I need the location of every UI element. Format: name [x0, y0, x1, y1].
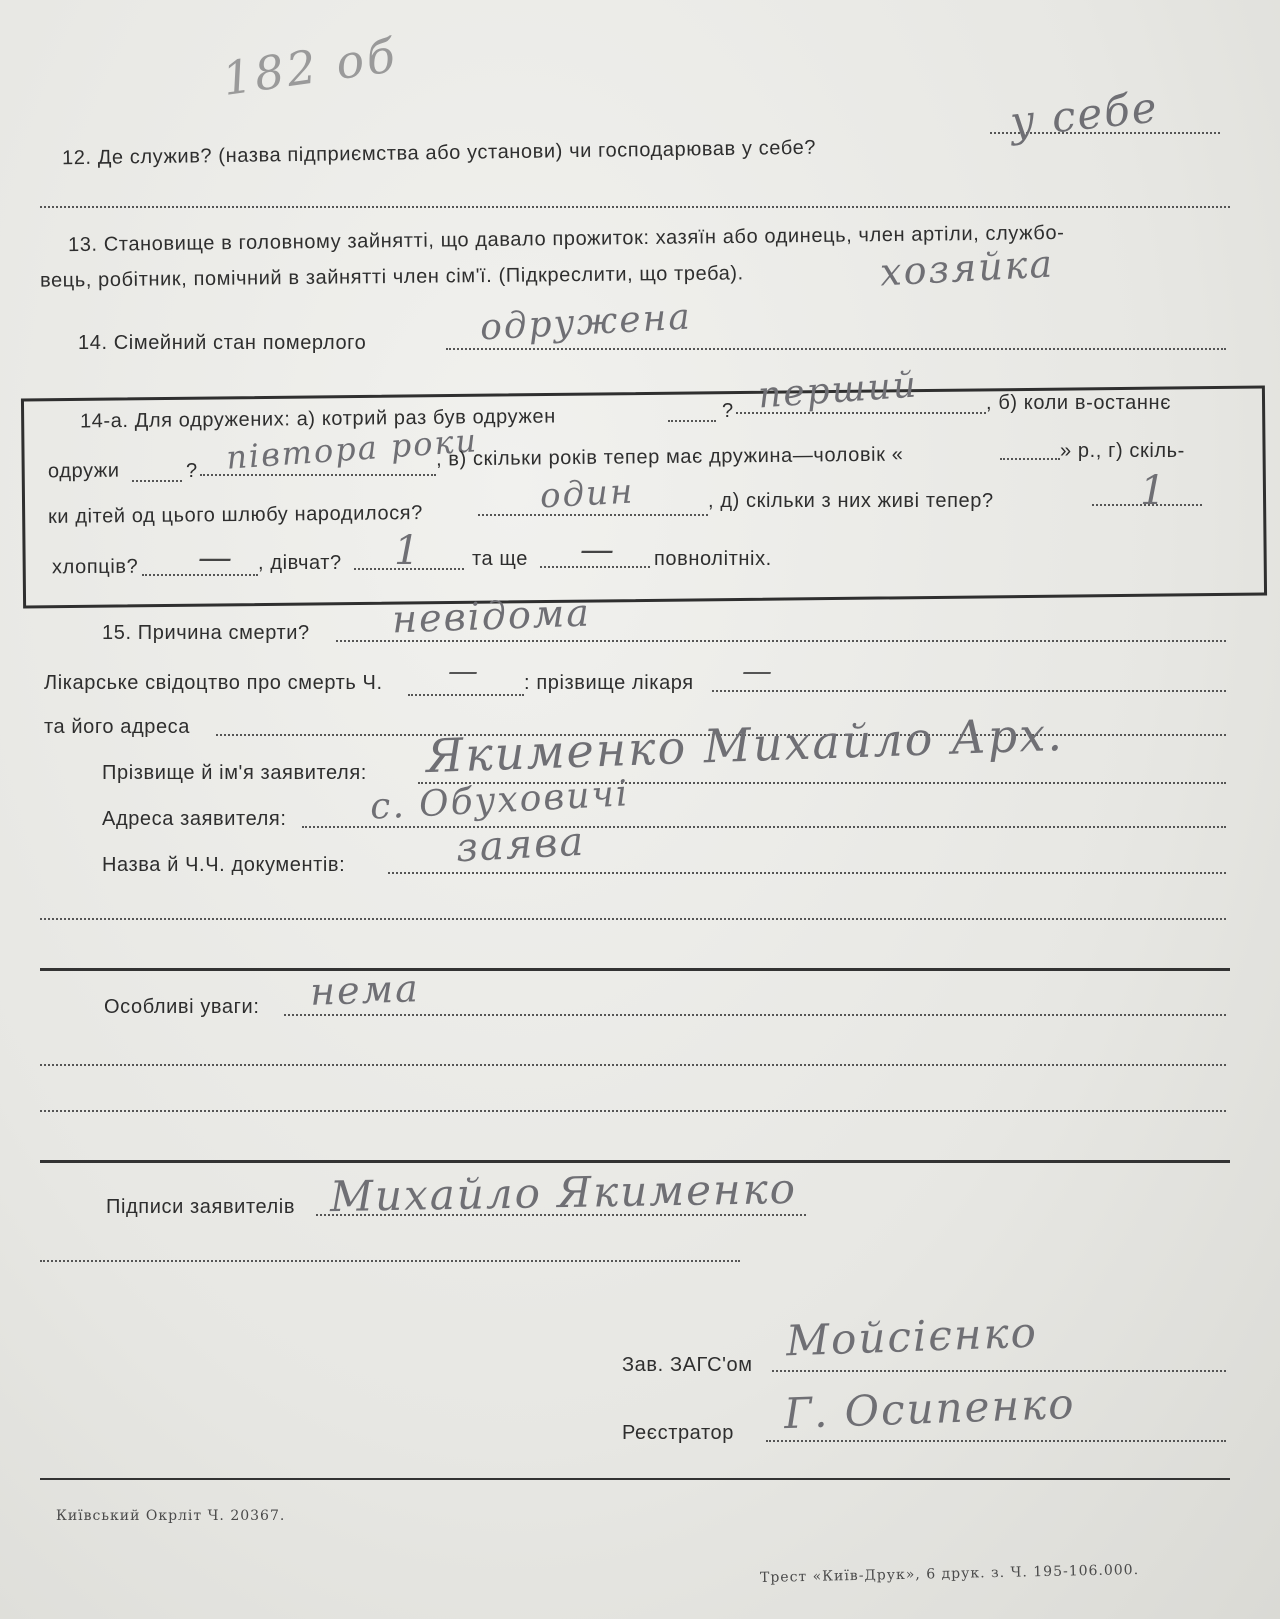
q15-answer: невідома	[391, 590, 592, 642]
notes-value: нема	[309, 966, 421, 1014]
q14a-line2b: , в) скільки років тепер має дружина—чоловік «	[435, 443, 904, 471]
section-divider	[40, 968, 1230, 971]
q14a-age-line	[1000, 458, 1060, 460]
q14-line	[446, 348, 1226, 350]
head-signature: Мойсієнко	[785, 1307, 1039, 1366]
q14a-qmark1: ?	[722, 400, 734, 422]
q14a-line4b: , дівчат?	[258, 552, 342, 574]
applicant-docs-value: заява	[454, 818, 587, 872]
q14a-answer-d: 1	[1140, 468, 1168, 514]
q14a-answer-girls: 1	[394, 528, 422, 574]
q14a-line1-dots	[668, 420, 716, 422]
q14a-answer-b: півтора роки	[224, 421, 480, 477]
signatures-label: Підписи заявителів	[106, 1196, 296, 1218]
applicant-name-value: Якименко Михайло Арх.	[425, 706, 1065, 784]
q14a-line3b: , д) скільки з них живі тепер?	[708, 490, 994, 512]
notes-line-2	[40, 1064, 1226, 1066]
q14a-line2c: » р., г) скіль-	[1060, 440, 1185, 462]
signatures-line-2	[40, 1260, 740, 1262]
q12-line-2	[40, 206, 1230, 208]
q12-answer: у себе	[1007, 82, 1161, 147]
applicant-address-label: Адреса заявителя:	[102, 808, 287, 830]
q14a-line4a: хлопців?	[51, 555, 139, 579]
q14a-qmark2: ?	[186, 460, 198, 482]
q14a-answer-boys: —	[198, 538, 234, 578]
doctor-cert-line	[408, 694, 524, 696]
q14a-line4c: та ще	[472, 548, 528, 570]
q14-answer: одружена	[479, 296, 693, 349]
q14a-line2-dots	[132, 480, 182, 482]
footer-left: Київський Окрліт Ч. 20367.	[56, 1508, 286, 1524]
q14a-line3a: ки дітей од цього шлюбу народилося?	[47, 502, 424, 528]
notes-line-3	[40, 1110, 1226, 1112]
doctor-cert-value: —	[448, 654, 480, 689]
q13-answer: хозяйка	[878, 241, 1056, 295]
q14a-line1: 14-а. Для одружених: а) котрий раз був одружен	[79, 405, 556, 433]
section-divider-2	[40, 1160, 1230, 1163]
q14a-line4d: повнолітніх.	[654, 548, 772, 570]
q14a-answer-a: перший	[756, 364, 920, 417]
applicant-docs-line	[388, 872, 1226, 874]
doctor-cert-label: Лікарське свідоцтво про смерть Ч.	[44, 672, 383, 694]
archive-note: 182 об	[219, 28, 402, 106]
footer-rule	[40, 1478, 1230, 1480]
signatures-value: Михайло Якименко	[329, 1163, 798, 1222]
doctor-address-label: та його адреса	[44, 716, 191, 738]
q15-label: 15. Причина смерти?	[102, 622, 310, 644]
doctor-name-label: : прізвище лікаря	[524, 672, 694, 694]
q14-label: 14. Сімейний стан померлого	[78, 332, 367, 354]
doctor-name-value: —	[742, 654, 774, 689]
registrar-signature: Г. Осипенко	[783, 1378, 1077, 1439]
doctor-name-line	[712, 690, 1226, 692]
q15-line	[336, 640, 1226, 642]
q14a-answer-g-line	[478, 514, 708, 516]
head-label: Зав. ЗАГС'ом	[622, 1354, 753, 1376]
applicant-docs-label: Назва й Ч.Ч. документів:	[102, 854, 346, 876]
notes-line	[284, 1014, 1226, 1016]
extra-line	[40, 918, 1226, 920]
footer-right: Трест «Київ-Друк», 6 друк. з. Ч. 195-106.000.	[759, 1562, 1140, 1586]
q14a-line2a: одружи	[47, 459, 120, 483]
q13-line2: вець, робітник, помічний в зайнятті член сім'ї. (Підкреслити, що треба).	[39, 262, 744, 292]
registrar-line	[766, 1440, 1226, 1442]
applicant-address-line	[302, 826, 1226, 828]
q14a-answer-more: —	[580, 530, 616, 570]
q14a-line1b: , б) коли в-останнє	[986, 392, 1172, 414]
applicant-name-label: Прізвище й ім'я заявителя:	[102, 762, 367, 784]
notes-label: Особливі уваги:	[104, 996, 260, 1018]
q12-label: 12. Де служив? (назва підприємства або установи) чи господарював у себе?	[61, 136, 817, 170]
head-line	[772, 1370, 1226, 1372]
applicant-address-value: с. Обуховичі	[369, 773, 631, 828]
q14a-answer-g: один	[539, 471, 636, 517]
registrar-label: Реєстратор	[622, 1422, 734, 1444]
q13-line1: 13. Становище в головному зайнятті, що давало прожиток: хазяїн або одинець, член артіли, службо-	[67, 221, 1065, 257]
